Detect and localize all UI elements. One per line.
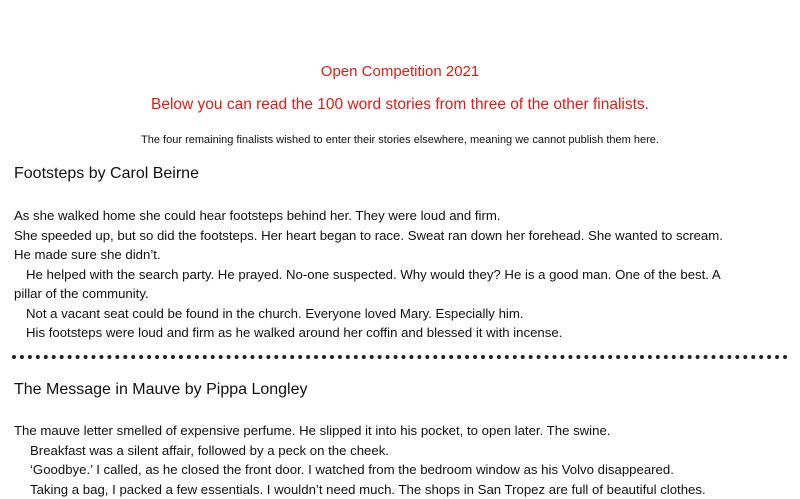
story-line: He made sure she didn’t. [14,247,161,262]
finalists-note: The four remaining finalists wished to enter their stories elsewhere, meaning we cannot publish them here. [141,134,659,146]
story-line: As she walked home she could hear footsteps behind her. They were loud and firm. [14,208,501,223]
dotted-divider [12,355,788,359]
story-title-footsteps: Footsteps by Carol Beirne [14,165,199,182]
story-line: ‘Goodbye.’ I called, as he closed the front door. I watched from the bedroom window as his Volvo disappeared. [30,462,674,477]
story-line: She speeded up, but so did the footsteps. Her heart began to race. Sweat ran down her forehead. She wanted to scream. [14,227,723,243]
story-line: He helped with the search party. He prayed. No-one suspected. Why would they? He is a good man. One of the best. A [26,266,721,282]
competition-subtitle: Below you can read the 100 word stories from three of the other finalists. [151,96,649,113]
story-line: The mauve letter smelled of expensive perfume. He slipped it into his pocket, to open later. The swine. [14,423,611,438]
story-body-footsteps [14,206,794,343]
story-line: His footsteps were loud and firm as he walked around her coffin and blessed it with incense. [26,325,563,340]
story-line: Breakfast was a silent affair, followed by a peck on the cheek. [30,442,389,458]
competition-title: Open Competition 2021 [320,63,480,80]
story-line: pillar of the community. [14,286,149,301]
story-body-message-in-mauve [14,421,794,499]
story-line: Taking a bag, I packed a few essentials. I wouldn’t need much. The shops in San Tropez are full of beautiful clothes. [30,481,706,497]
story-line: Not a vacant seat could be found in the church. Everyone loved Mary. Especially him. [26,305,524,321]
story-title-message-in-mauve: The Message in Mauve by Pippa Longley [14,381,308,398]
